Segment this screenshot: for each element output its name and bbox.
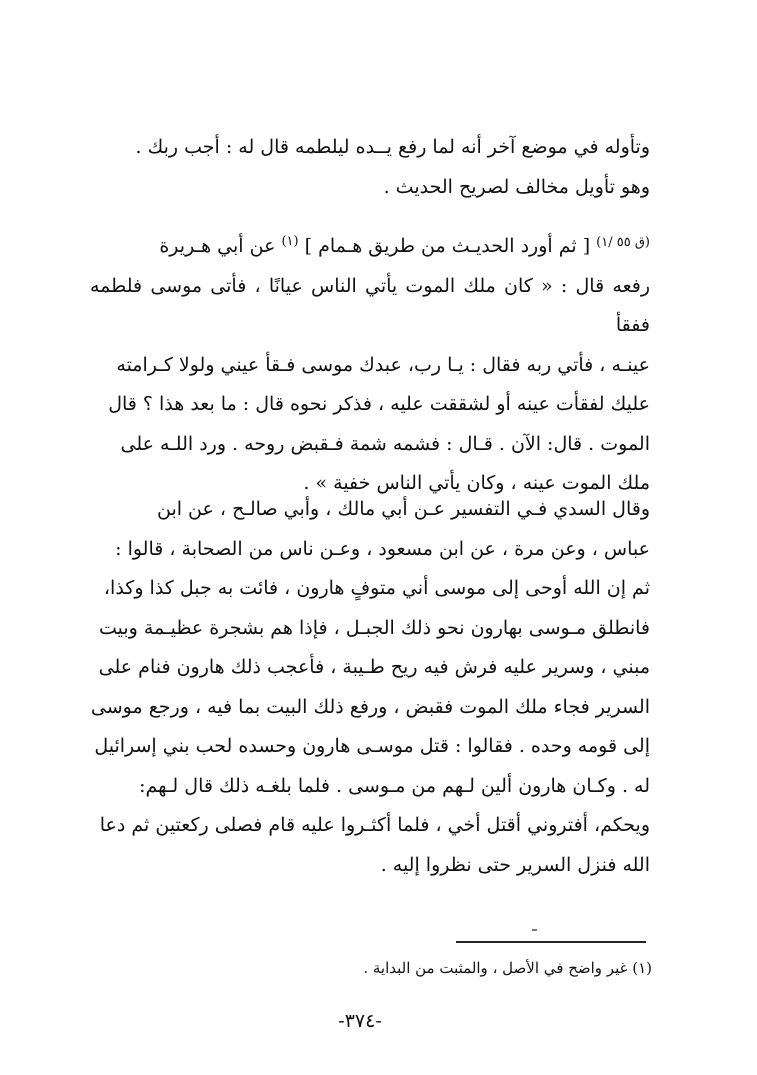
text-line: عينـه ، فأتي ربه فقال : يـا رب، عبدك موسى فـقأ عيني ولولا كـرامته	[116, 353, 650, 376]
text-line: رفعه قال : « كان ملك الموت يأتي الناس عيانًا ، فأتى موسى فلطمه ففقأ	[90, 274, 650, 336]
text-line: له . وكـان هارون ألين لـهم من مـوسى . فلما بلغـه ذلك قال لـهم:	[139, 774, 650, 797]
text-line: ثم إن الله أوحى إلى موسى أني متوفٍ هارون ، فائت به جبل كذا وكذا،	[103, 577, 650, 599]
footnote: (١) غير واضح في الأصل ، والمثبت من البداية .	[363, 959, 652, 977]
text-line-first	[90, 222, 650, 267]
manuscript-marker: (ق ٥٥ /١)	[596, 235, 650, 250]
text-line: الله فنزل السرير حتى نظروا إليه .	[380, 853, 650, 876]
text-line: إلى قومه وحده . فقالوا : قتل موسـى هارون وحسده لحب بني إسرائيل	[94, 735, 650, 757]
text-line: عليك لفقأت عينه أو لشققت عليه ، فذكر نحوه قال : ما بعد هذا ؟ قال	[108, 393, 650, 415]
text-line: مبني ، وسرير عليه فرش فيه ريح طـيبة ، فأعجب ذلك هارون فنام على	[98, 656, 650, 678]
text-fragment: عن أبي هـريرة	[159, 235, 276, 257]
footnote-divider	[456, 941, 646, 943]
paragraph-1	[90, 128, 650, 207]
text-line: فانطلق مـوسى بهارون نحو ذلك الجبـل ، فإذا هم بشجرة عظيـمة وبيت	[98, 616, 650, 639]
text-line: وتأوله في موضع آخر أنه لما رفع يــده ليلطمه قال له : أجب ربك .	[135, 136, 650, 158]
text-line: ملك الموت عينه ، وكان يأتي الناس خفية » .	[303, 472, 650, 494]
text-line: الموت . قال: الآن . قـال : فشمه شمة فـقبض روحه . ورد اللـه على	[120, 432, 650, 455]
text-line: عباس ، وعن مرة ، عن ابن مسعود ، وعـن ناس من الصحابة ، قالوا :	[115, 537, 650, 560]
page-number: -٣٧٤-	[338, 1010, 382, 1032]
paragraph-2	[90, 222, 650, 504]
footnote-reference[interactable]: (١)	[281, 234, 299, 249]
bracketed-heading: [ ثم أورد الحديـث من طريق هـمام ]	[304, 235, 591, 257]
paragraph-3	[90, 490, 650, 885]
stray-mark	[532, 929, 537, 931]
text-line: السرير فجاء ملك الموت فقبض ، ورفع ذلك البيت بما فيه ، ورجع موسى	[90, 695, 650, 718]
text-line: وقال السدي فـي التفسير عـن أبي مالك ، وأبي صالـح ، عن ابن	[156, 498, 650, 520]
text-line: ويحكم، أفتروني أقتل أخي ، فلما أكثـروا عليه قام فصلى ركعتين ثم دعا	[99, 814, 650, 836]
text-line: وهو تأويل مخالف لصريح الحديث .	[383, 175, 650, 198]
